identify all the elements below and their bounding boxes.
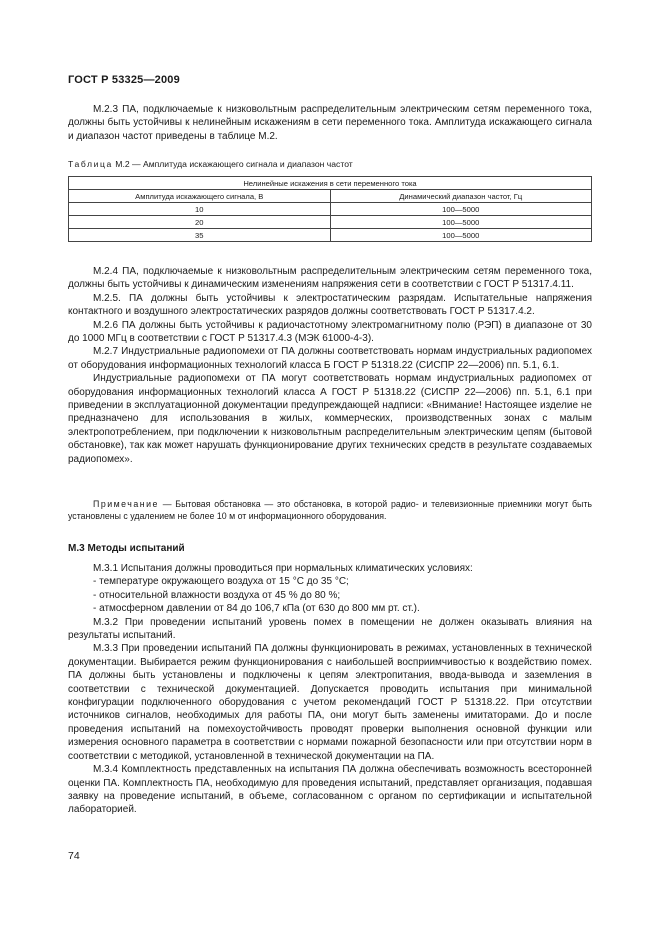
table-caption-label: Таблица xyxy=(68,159,113,169)
paragraph-m-3-3: М.3.3 При проведении испытаний ПА должны функционировать в режимах, установленных в технической документации. Выбирается режим функционирования с наибольшей восприимчивостью к воздействию помех. ПА должны быть установлены и подключены к цепям электропитания, ввода-вывода и заземления в соответствии с технической документацией. Допускается проводить испытания при минимальной конфигурации подключенного оборудования с учетом рекомендаций ГОСТ Р 51318.22. При отсутствии источников сигналов, необходимых для работы ПА, они могут быть заменены имитаторами. До и после проведения испытаний на помехоустойчивость проводят проверки выполнения основной функции или измерения основного параметра в соответствии с нормами пожарной безопасности или при отсутствии норм в соответствии с методикой, установленной в технической документации на ПА. xyxy=(68,643,592,762)
body-block xyxy=(68,265,592,466)
paragraph-m-3-4: М.3.4 Комплектность представленных на испытания ПА должна обеспечивать возможность всесторонней оценки ПА. Комплектность ПА, необходимую для проведения испытаний, представляет организация, подавшая заявку на проведение испытаний, в объеме, согласованном с органом по сертификации и испытательной лабораторией. xyxy=(68,764,592,816)
table-col-range-header: Динамический диапазон частот, Гц xyxy=(330,190,592,203)
table-cell-range: 100—5000 xyxy=(330,203,592,216)
intro-block xyxy=(68,103,592,143)
paragraph-m-2-7: М.2.7 Индустриальные радиопомехи от ПА должны соответствовать нормам индустриальных радиопомех от оборудования информационных технологий класса Б ГОСТ Р 51318.22 (СИСПР 22—2006) пп. 5.1, 6.1. xyxy=(68,346,592,371)
document-code: ГОСТ Р 53325—2009 xyxy=(68,74,180,86)
table-col-amplitude-header: Амплитуда искажающего сигнала, В xyxy=(69,190,331,203)
paragraph-m-2-6: М.2.6 ПА должны быть устойчивы к радиочастотному электромагнитному полю (РЭП) в диапазоне от 30 до 1000 МГц в соответствии с ГОСТ Р 51317.4.3 (МЭК 61000-4-3). xyxy=(68,319,592,345)
section-title: М.3 Методы испытаний xyxy=(68,543,185,554)
table-caption-text: М.2 — Амплитуда искажающего сигнала и диапазон частот xyxy=(115,159,353,169)
paragraph-m-2-5: М.2.5. ПА должны быть устойчивы к электростатическим разрядам. Испытательные напряжения контактного и воздушного электростатических разрядов должны соответствовать ГОСТ Р 51317.4.2. xyxy=(68,292,592,318)
table-cell-amplitude: 20 xyxy=(69,216,331,229)
table-caption xyxy=(68,159,353,169)
list-item: - атмосферном давлении от 84 до 106,7 кПа (от 630 до 800 мм рт. ст.). xyxy=(93,603,420,615)
table-cell-range: 100—5000 xyxy=(330,216,592,229)
table-cell-range: 100—5000 xyxy=(330,229,592,242)
table-group-header: Нелинейные искажения в сети переменного тока xyxy=(69,177,592,190)
list-item: - температуре окружающего воздуха от 15 °С до 35 °С; xyxy=(93,576,349,588)
paragraph-m-3-2: М.3.2 При проведении испытаний уровень помех в помещении не должен оказывать влияния на результаты испытаний. xyxy=(68,616,592,642)
section-block xyxy=(68,562,592,817)
table-m2 xyxy=(68,176,592,242)
table-row xyxy=(69,216,592,229)
list-item: - относительной влажности воздуха от 45 % до 80 %; xyxy=(93,589,341,601)
table-row xyxy=(69,203,592,216)
paragraph-class-a: Индустриальные радиопомехи от ПА могут соответствовать нормам индустриальных радиопомех от оборудования информационных технологий класса А ГОСТ Р 51318.22 (СИСПР 22—2006) пп. 5.1, 6.1 при приведении в эксплуатационной документации предупреждающей надписи: «Внимание! Настоящее изделие не предназначено для использования в жилых, коммерческих, производственных зонах с малым электропотреблением, при подключении к низковольтным распределительным электрическим цепям (бытовой обстановке), так как может нарушать функционирование других технических средств в результате создаваемых радиопомех». xyxy=(68,373,592,465)
table-group-header-row xyxy=(69,177,592,190)
paragraph-m-2-4: М.2.4 ПА, подключаемые к низковольтным распределительным электрическим сетям переменного тока, должны быть устойчивы к динамическим изменениям напряжения сети в соответствии с ГОСТ Р 51317.4.11. xyxy=(68,266,592,291)
page-number: 74 xyxy=(68,850,80,862)
note-block xyxy=(68,498,592,522)
note-paragraph xyxy=(68,498,592,522)
paragraph-m-2-3: М.2.3 ПА, подключаемые к низковольтным распределительным электрическим сетям переменного тока, должны быть устойчивы к нелинейным искажениям в сети переменного тока. Амплитуда искажающего сигнала и диапазон частот приведены в таблице М.2. xyxy=(68,104,592,142)
table-cell-amplitude: 10 xyxy=(69,203,331,216)
note-text: — Бытовая обстановка — это обстановка, в которой радио- и телевизионные приемники могут быть установлены с удалением не более 10 м от информационного оборудования. xyxy=(68,499,592,521)
note-label: Примечание xyxy=(93,499,159,509)
table-cell-amplitude: 35 xyxy=(69,229,331,242)
table-header-row xyxy=(69,190,592,203)
table-row xyxy=(69,229,592,242)
paragraph-m-3-1: М.3.1 Испытания должны проводиться при нормальных климатических условиях: xyxy=(93,563,473,574)
